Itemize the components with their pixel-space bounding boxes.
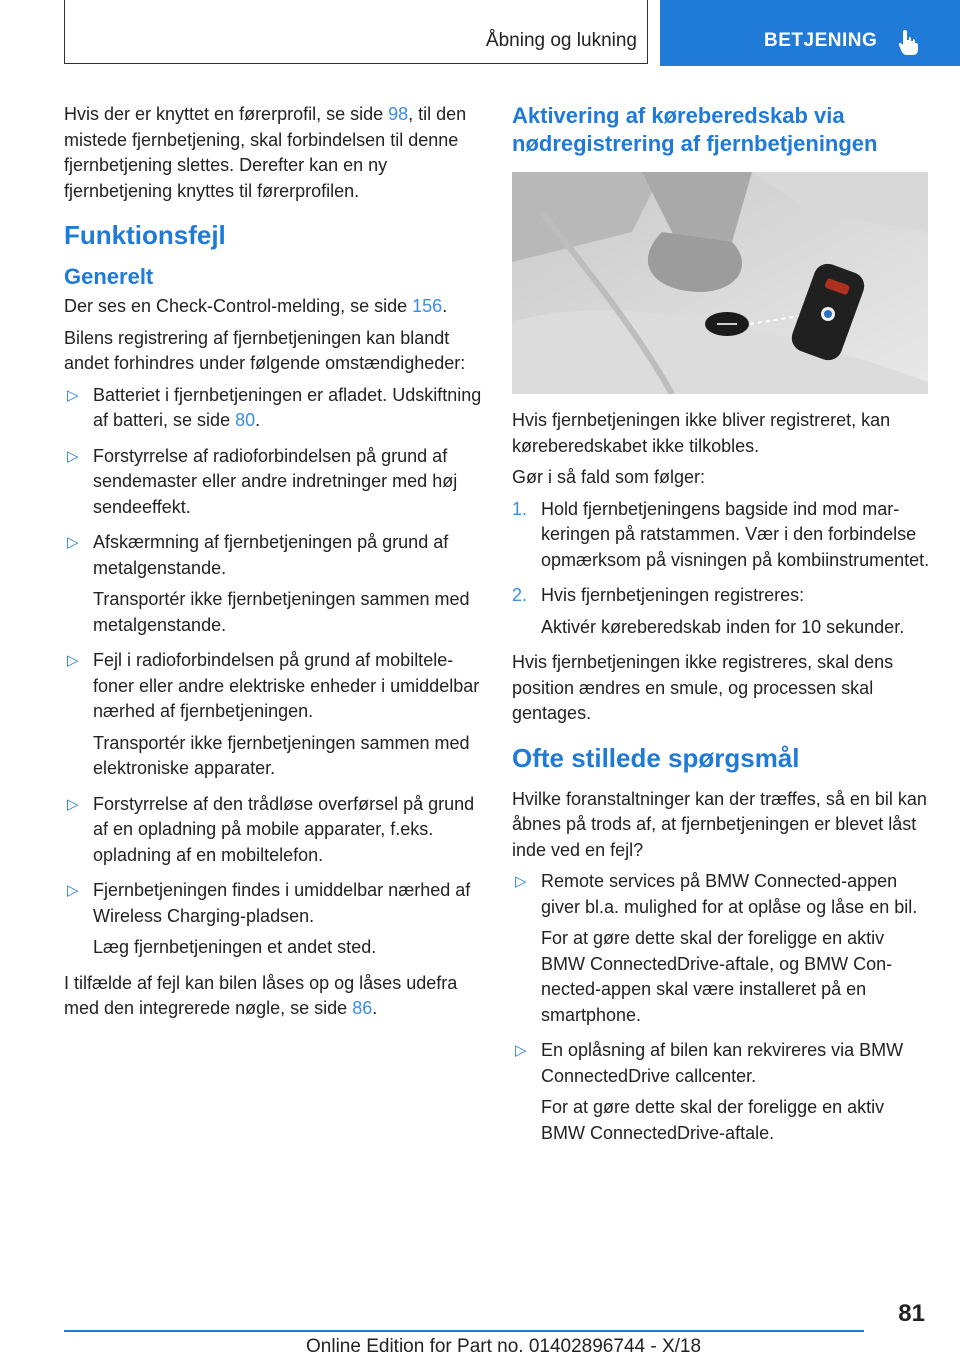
footer-edition: Online Edition for Part no. 01402896744 - X/18 bbox=[306, 1336, 702, 1357]
cause-list bbox=[64, 383, 482, 961]
list-item-note: Transportér ikke fjernbetjeningen sammen med metalgenstande. bbox=[93, 589, 470, 635]
list-item: ▷ Forstyrrelse af den trådløse overførsel på grund af en opladning på mobile apparater, f.eks. opladning af en mobiltelefon. bbox=[67, 793, 475, 865]
list-item: ▷ Batteriet i fjernbetjeningen er afladet. Udskiftning af batteri, se side 80. bbox=[67, 384, 482, 430]
list-item: 2. Hvis fjernbetjeningen registreres: Aktivér køreberedskab inden for 10 sekunder. bbox=[512, 583, 932, 640]
list-item: ▷ Forstyrrelse af radioforbindelsen på grund af sendemaster eller andre indretninger med høj sendeeffekt. bbox=[67, 445, 458, 517]
triangle-bullet-icon: ▷ bbox=[67, 447, 79, 465]
header-frame bbox=[64, 0, 648, 64]
heading-faq: Ofte stillede spørgsmål bbox=[512, 742, 800, 773]
triangle-bullet-icon: ▷ bbox=[515, 873, 527, 890]
list-item: ▷ Fejl i radioforbindelsen på grund af mobiltelefoner eller andre elektriske enheder i umiddelbar nærhed af fjernbetjeningen. Transportér ikke fjernbetjeningen sammen med elektroniske apparater. bbox=[64, 648, 482, 782]
list-item: ▷ Remote services på BMW Connected-appen giver bl.a. mulighed for at oplåse og låse en bil. For at gøre dette skal der foreligge en aktiv BMW ConnectedDrive-aftale, og BMW Connected-appen skal være installeret på en smartphone. bbox=[512, 869, 932, 1028]
triangle-bullet-icon: ▷ bbox=[67, 882, 79, 899]
do-as-follows-paragraph: Gør i så fald som følger: bbox=[512, 467, 706, 487]
heading-emergency-registration: Aktivering af køreberedskab via nødregistrering af fjernbetjeningen bbox=[512, 103, 878, 156]
triangle-bullet-icon: ▷ bbox=[67, 795, 79, 813]
step-number: 1. bbox=[512, 498, 528, 519]
faq-question-paragraph: Hvilke foranstaltninger kan der træffes, så en bil kan åbnes på trods af, at fjernbetjeningen er blevet låst inde ved en fejl? bbox=[512, 788, 927, 860]
right-column bbox=[512, 102, 932, 1156]
list-item: ▷ Fjernbetjeningen findes i umiddelbar nærhed af Wireless Charging-pladsen. Læg fjernbetjeningen et andet sted. bbox=[64, 878, 482, 961]
fallback-key-paragraph: I tilfælde af fejl kan bilen låses op og låses udefra med den integrerede nøgle, se side 86. bbox=[64, 972, 458, 1018]
triangle-bullet-icon: ▷ bbox=[67, 386, 79, 404]
page-number: 81 bbox=[898, 1300, 925, 1327]
page-link-80[interactable]: 80 bbox=[235, 410, 256, 430]
list-item: 1. Hold fjernbetjeningens bagside ind mod markeringen på ratstammen. Vær i den forbindelse opmærksom på visningen på kombiinstrumentet. bbox=[512, 498, 930, 570]
footer-divider bbox=[64, 1330, 864, 1332]
not-registered-paragraph: Hvis fjernbetjeningen ikke bliver registreret, kan køreberedskabet ikke tilkobles. bbox=[512, 410, 891, 456]
registration-paragraph: Bilens registrering af fjernbetjeningen kan blandt andet forhindres under følgende omstændigheder: bbox=[64, 327, 466, 373]
heading-generelt: Generelt bbox=[64, 264, 154, 289]
step-number: 2. bbox=[512, 585, 528, 605]
page-link-156[interactable]: 156 bbox=[412, 296, 443, 316]
reposition-paragraph: Hvis fjernbetjeningen ikke registreres, skal dens position ændres en smule, og processen skal gentages. bbox=[512, 652, 894, 723]
heading-funktionsfejl: Funktionsfejl bbox=[64, 220, 226, 250]
page-link-86[interactable]: 86 bbox=[352, 998, 373, 1018]
steps-list bbox=[512, 497, 932, 641]
chapter-tab[interactable] bbox=[660, 0, 960, 66]
triangle-bullet-icon: ▷ bbox=[515, 1042, 527, 1059]
faq-answer-list bbox=[512, 869, 932, 1146]
check-control-paragraph: Der ses en Check-Control-melding, se side 156. bbox=[64, 296, 448, 316]
steering-column-key-illustration bbox=[512, 172, 928, 394]
page-link-98[interactable]: 98 bbox=[388, 104, 409, 124]
section-title: Åbning og lukning bbox=[485, 30, 637, 51]
triangle-bullet-icon: ▷ bbox=[67, 652, 79, 669]
hand-pointer-icon bbox=[896, 28, 920, 56]
list-item-note: Transportér ikke fjernbetjeningen sammen med elektroniske apparater. bbox=[93, 732, 470, 778]
list-item-note: For at gøre dette skal der foreligge en aktiv BMW ConnectedDrive-aftale, og BMW Connected-appen skal være installeret på en smartphone. bbox=[541, 928, 893, 1025]
list-item-note: Aktivér køreberedskab inden for 10 sekunder. bbox=[541, 616, 905, 637]
list-item: ▷ En oplåsning af bilen kan rekvireres via BMW ConnectedDrive callcenter. For at gøre dette skal der foreligge en aktiv BMW ConnectedDrive-aftale. bbox=[512, 1038, 932, 1146]
chapter-tab-label: BETJENING bbox=[764, 30, 878, 51]
list-item-note: Læg fjernbetjeningen et andet sted. bbox=[93, 937, 377, 957]
intro-paragraph: Hvis der er knyttet en førerprofil, se side 98, til den mistede fjernbetjening, skal forbindelsen til denne fjernbetjening slettes. Derefter kan en ny fjernbetjening knyttes til førerprofilen. bbox=[64, 104, 467, 201]
list-item-note: For at gøre dette skal der foreligge en aktiv BMW ConnectedDrive-aftale. bbox=[541, 1097, 885, 1143]
list-item: ▷ Afskærmning af fjernbetjeningen på grund af metalgenstande. Transportér ikke fjernbetjeningen sammen med metalgenstande. bbox=[64, 530, 482, 638]
left-column bbox=[64, 102, 482, 1028]
triangle-bullet-icon: ▷ bbox=[67, 534, 79, 551]
